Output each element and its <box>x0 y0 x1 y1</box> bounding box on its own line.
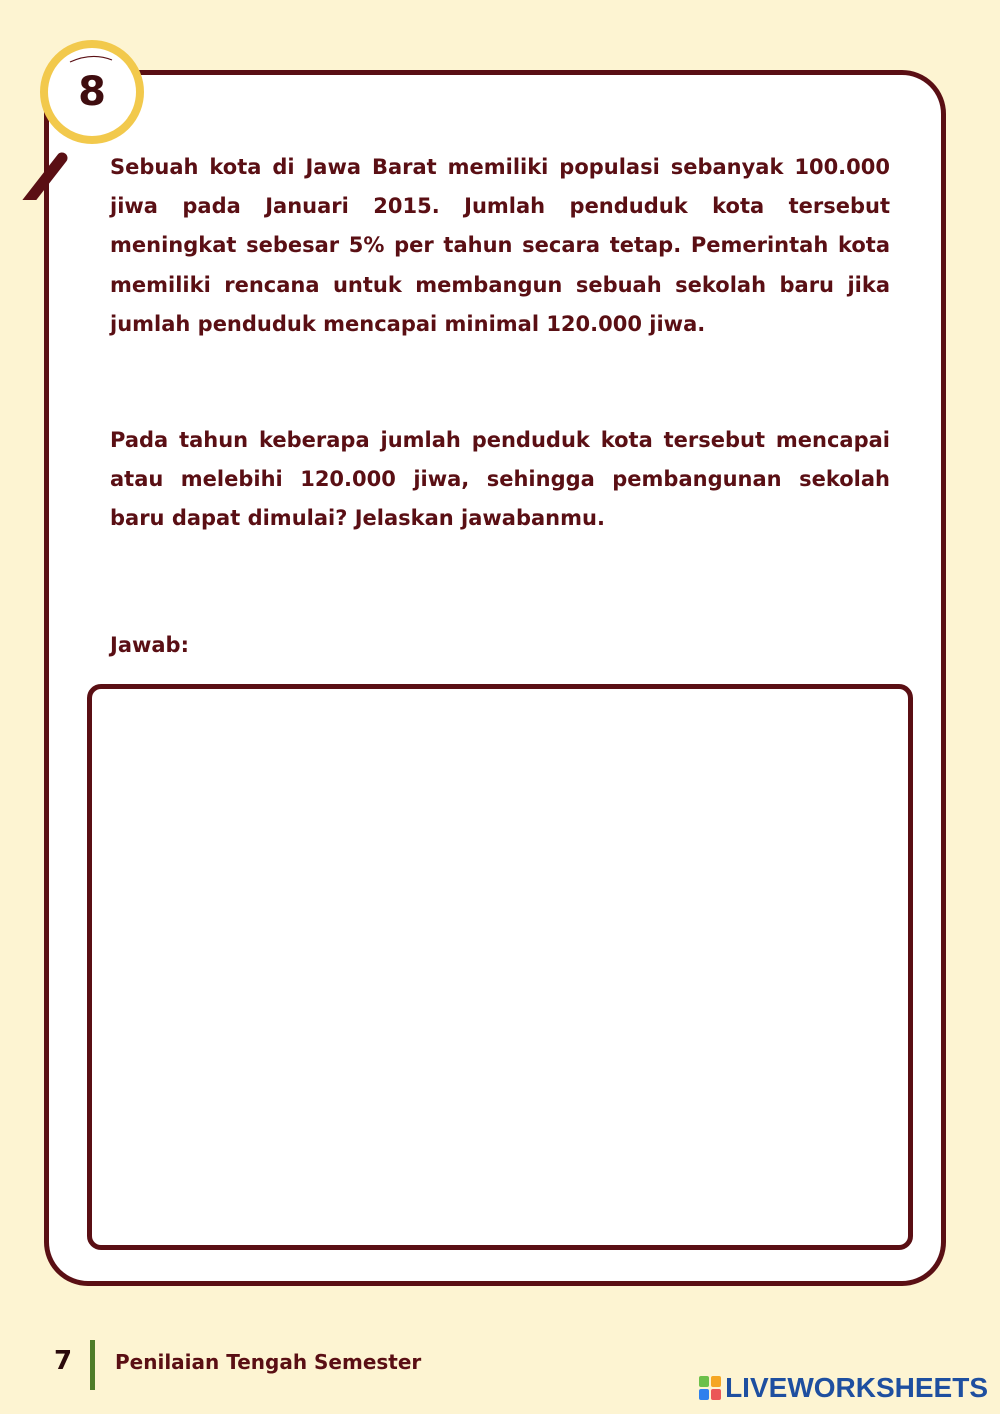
brand-logo <box>699 1372 988 1404</box>
question-paragraph-2: Pada tahun keberapa jumlah penduduk kota tersebut mencapai atau melebihi 120.000 jiwa, sehingga pembangunan sekolah baru dapat dimulai? Jelaskan jawabanmu. <box>110 428 890 531</box>
answer-input-box[interactable] <box>87 684 913 1250</box>
footer-title: Penilaian Tengah Semester <box>115 1350 422 1374</box>
question-number: 8 <box>78 69 106 115</box>
brand-name: LIVEWORKSHEETS <box>725 1372 988 1403</box>
liveworksheets-logo-icon <box>699 1376 721 1400</box>
footer-divider <box>90 1340 95 1390</box>
page-number: 7 <box>54 1346 73 1376</box>
question-paragraph-1: Sebuah kota di Jawa Barat memiliki populasi sebanyak 100.000 jiwa pada Januari 2015. Jumlah penduduk kota tersebut meningkat sebesar 5% per tahun secara tetap. Pemerintah kota memiliki rencana untuk membangun sebuah sekolah baru jika jumlah penduduk mencapai minimal 120.000 jiwa. <box>110 155 890 336</box>
answer-label: Jawab: <box>110 633 189 657</box>
